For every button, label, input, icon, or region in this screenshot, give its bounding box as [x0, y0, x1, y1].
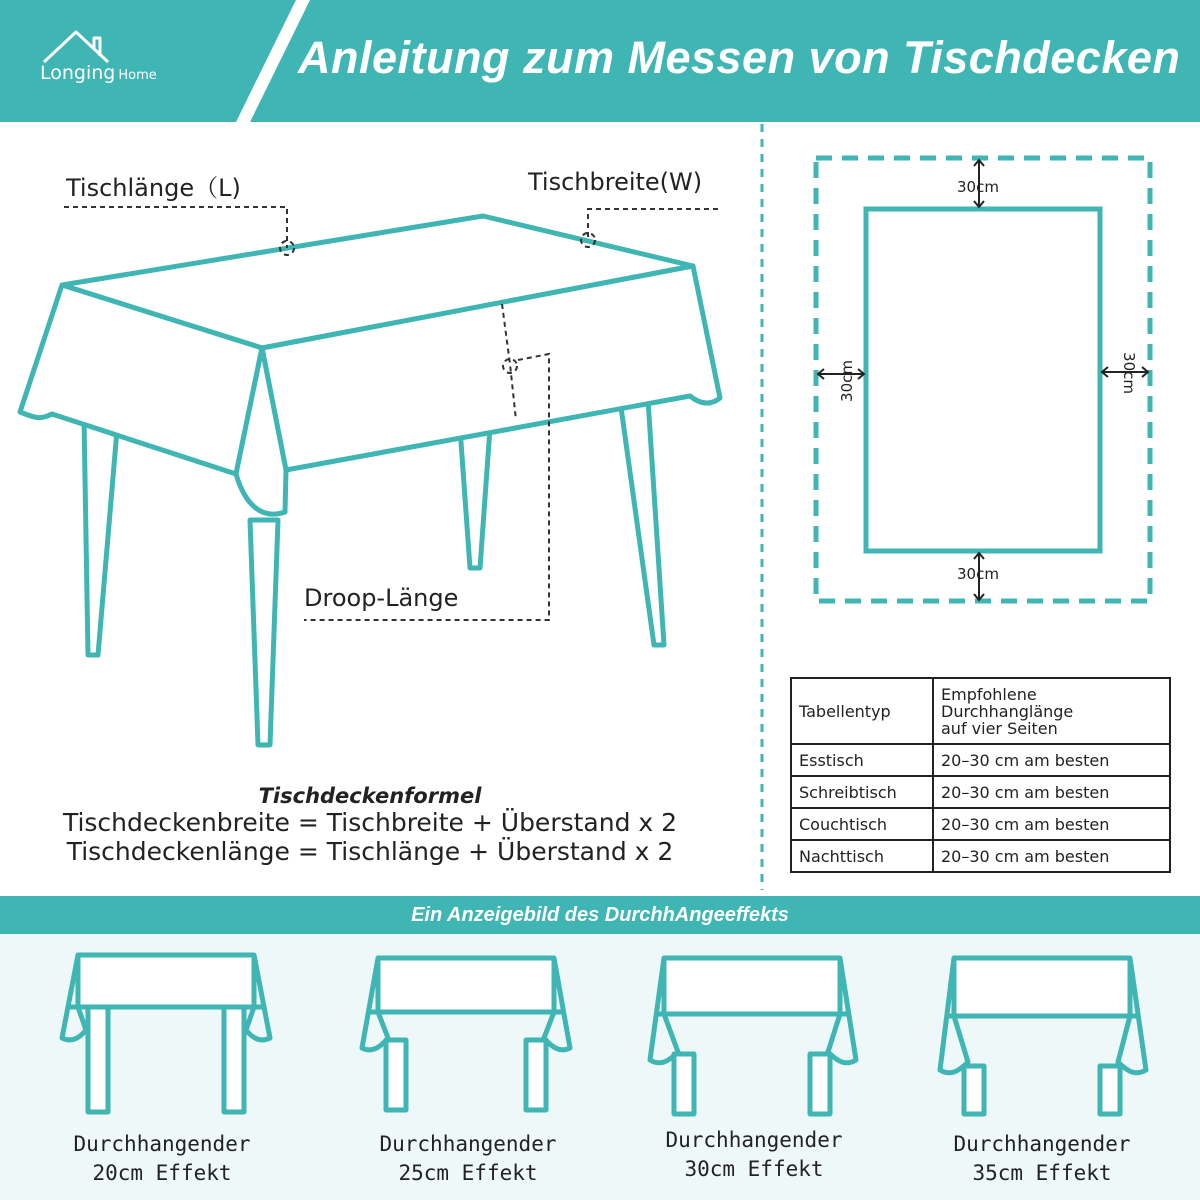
- effect-caption-35: [922, 1130, 1162, 1188]
- plan-right-measure: 30cm: [1119, 352, 1138, 394]
- header-line-1: Empfohlene: [941, 684, 1037, 704]
- header-divider: [236, 0, 310, 122]
- row-type: Nachttisch: [791, 840, 933, 872]
- header-table-type: Tabellentyp: [791, 678, 933, 744]
- logo-main: Longing: [40, 62, 116, 84]
- effect-table-20: [62, 955, 270, 1112]
- effect-caption-line2: 25cm Effekt: [398, 1161, 538, 1185]
- effect-caption-line2: 35cm Effekt: [972, 1161, 1112, 1185]
- effect-caption-line1: Durchhangender: [73, 1132, 251, 1156]
- plan-left-measure: 30cm: [837, 360, 856, 402]
- recommendation-table: [790, 677, 1171, 873]
- effect-table-30: [650, 958, 856, 1114]
- table-width-label: Tischbreite(W): [528, 168, 703, 196]
- formula-width: Tischdeckenbreite = Tischbreite + Überstand x 2: [62, 808, 678, 837]
- effect-caption-20: [42, 1130, 282, 1188]
- table-header-row: [791, 678, 1170, 744]
- effect-caption-line1: Durchhangender: [379, 1132, 557, 1156]
- table-row: [791, 808, 1170, 840]
- row-type: Esstisch: [791, 744, 933, 776]
- plan-bottom-measure: 30cm: [957, 565, 999, 583]
- effects-band-title: Ein Anzeigebild des DurchhAngeeffekts: [411, 904, 789, 926]
- effect-caption-25: [348, 1130, 588, 1188]
- formula-block: [20, 784, 720, 866]
- row-value: 20–30 cm am besten: [933, 776, 1170, 808]
- table-illustration: [20, 216, 720, 745]
- row-value: 20–30 cm am besten: [933, 840, 1170, 872]
- row-type: Couchtisch: [791, 808, 933, 840]
- table-row: [791, 744, 1170, 776]
- formula-length: Tischdeckenlänge = Tischlänge + Überstand x 2: [66, 837, 674, 866]
- effect-caption-line1: Durchhangender: [953, 1132, 1131, 1156]
- effect-table-35: [940, 958, 1146, 1114]
- row-value: 20–30 cm am besten: [933, 808, 1170, 840]
- plan-top-measure: 30cm: [957, 178, 999, 196]
- header-line-2: Durchhanglänge: [941, 701, 1074, 721]
- page-title: Anleitung zum Messen von Tischdecken: [298, 32, 1181, 83]
- plan-view: [816, 158, 1150, 601]
- header-recommended: [933, 678, 1170, 744]
- effect-caption-line2: 20cm Effekt: [92, 1161, 232, 1185]
- logo-sub: Home: [118, 68, 157, 83]
- row-value: 20–30 cm am besten: [933, 744, 1170, 776]
- effect-caption-line1: Durchhangender: [665, 1128, 843, 1152]
- effect-caption-line2: 30cm Effekt: [684, 1157, 824, 1181]
- effect-table-25: [362, 958, 570, 1110]
- header-line-3: auf vier Seiten: [941, 718, 1058, 738]
- house-roof-icon: [44, 32, 108, 62]
- row-type: Schreibtisch: [791, 776, 933, 808]
- table-row: [791, 840, 1170, 872]
- droop-length-label: Droop-Länge: [304, 584, 459, 612]
- formula-title: Tischdeckenformel: [258, 784, 482, 808]
- table-length-label: Tischlänge（L): [66, 174, 241, 202]
- effect-caption-30: [634, 1126, 874, 1184]
- table-row: [791, 776, 1170, 808]
